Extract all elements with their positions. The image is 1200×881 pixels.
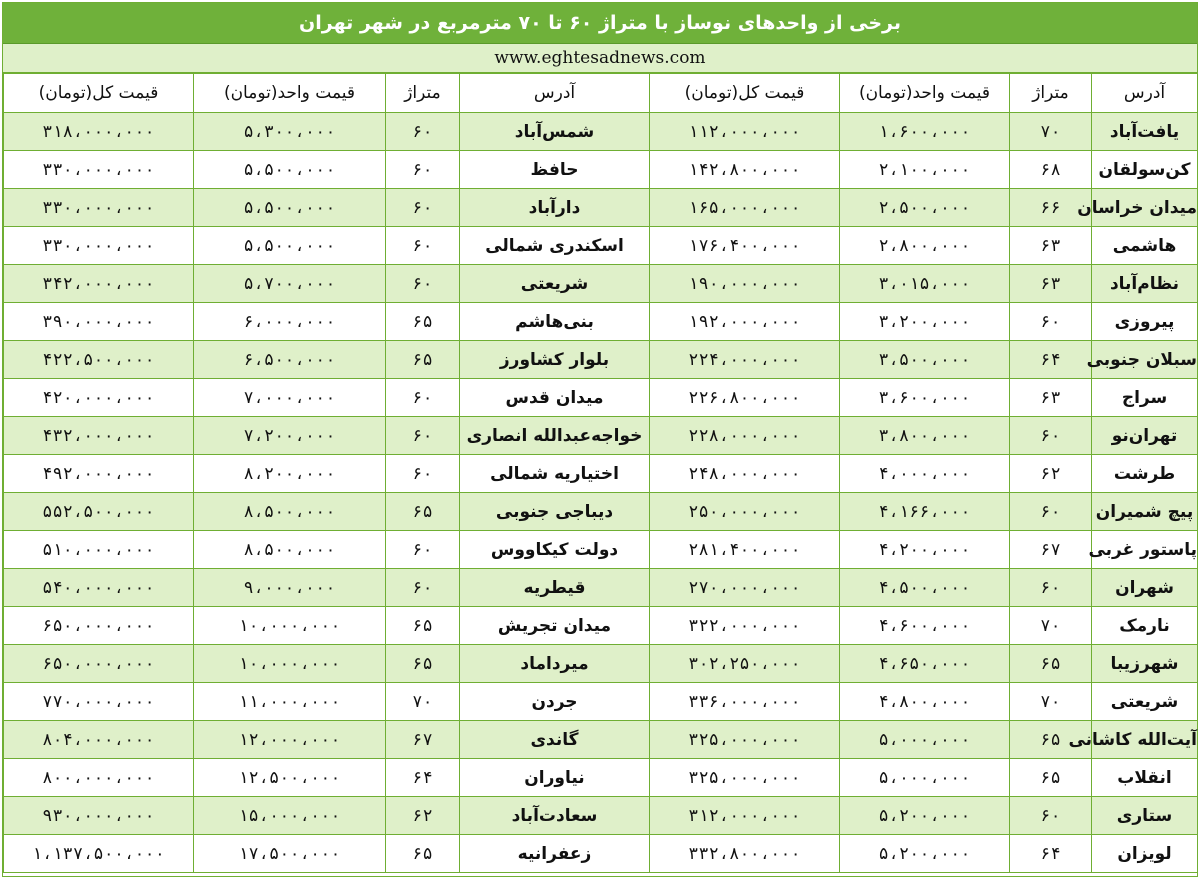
right-total-price-cell: ۱۱۲،۰۰۰،۰۰۰ [650,113,840,151]
right-total-price-cell: ۳۲۵،۰۰۰،۰۰۰ [650,721,840,759]
left-area-cell: ۶۲ [386,797,460,835]
right-address-cell: سراج [1092,379,1198,417]
left-total-price-cell: ۴۹۲،۰۰۰،۰۰۰ [4,455,194,493]
right-area-cell: ۶۴ [1010,835,1092,873]
right-total-price-cell: ۲۸۱،۴۰۰،۰۰۰ [650,531,840,569]
right-area-cell: ۷۰ [1010,683,1092,721]
left-address-cell: جردن [460,683,650,721]
right-total-price-cell: ۳۰۲،۲۵۰،۰۰۰ [650,645,840,683]
table-row [4,379,1198,417]
right-area-cell: ۶۰ [1010,303,1092,341]
right-total-price-cell: ۱۹۲،۰۰۰،۰۰۰ [650,303,840,341]
right-area-cell: ۶۸ [1010,151,1092,189]
left-address-cell: شمس‌آباد [460,113,650,151]
right-unit-price-cell: ۴،۲۰۰،۰۰۰ [840,531,1010,569]
right-unit-price-cell: ۵،۲۰۰،۰۰۰ [840,835,1010,873]
table-row [4,455,1198,493]
right-total-price-cell: ۱۷۶،۴۰۰،۰۰۰ [650,227,840,265]
left-total-price-cell: ۹۳۰،۰۰۰،۰۰۰ [4,797,194,835]
left-area-cell: ۶۴ [386,759,460,797]
left-area-cell: ۶۰ [386,265,460,303]
right-total-price-cell: ۳۳۶،۰۰۰،۰۰۰ [650,683,840,721]
left-address-cell: دیباجی جنوبی [460,493,650,531]
right-total-price-cell: ۲۲۸،۰۰۰،۰۰۰ [650,417,840,455]
left-address-cell: میدان قدس [460,379,650,417]
header-unit-price-right: قیمت واحد(تومان) [840,74,1010,113]
left-address-cell: نیاوران [460,759,650,797]
right-area-cell: ۷۰ [1010,113,1092,151]
header-area-right: متراژ [1010,74,1092,113]
right-area-cell: ۶۰ [1010,417,1092,455]
left-address-cell: اختیاریه شمالی [460,455,650,493]
right-area-cell: ۶۷ [1010,531,1092,569]
right-address-cell: پاستور غربی [1092,531,1198,569]
left-unit-price-cell: ۱۲،۵۰۰،۰۰۰ [194,759,386,797]
table-row [4,265,1198,303]
right-address-cell: پیروزی [1092,303,1198,341]
right-unit-price-cell: ۵،۰۰۰،۰۰۰ [840,721,1010,759]
right-unit-price-cell: ۳،۵۰۰،۰۰۰ [840,341,1010,379]
left-total-price-cell: ۴۲۰،۰۰۰،۰۰۰ [4,379,194,417]
right-unit-price-cell: ۲،۵۰۰،۰۰۰ [840,189,1010,227]
left-address-cell: بلوار کشاورز [460,341,650,379]
right-total-price-cell: ۳۳۲،۸۰۰،۰۰۰ [650,835,840,873]
right-area-cell: ۶۵ [1010,645,1092,683]
left-total-price-cell: ۵۴۰،۰۰۰،۰۰۰ [4,569,194,607]
left-total-price-cell: ۳۳۰،۰۰۰،۰۰۰ [4,227,194,265]
left-area-cell: ۶۵ [386,835,460,873]
right-address-cell: نظام‌آباد [1092,265,1198,303]
left-total-price-cell: ۸۰۴،۰۰۰،۰۰۰ [4,721,194,759]
left-address-cell: میرداماد [460,645,650,683]
left-unit-price-cell: ۸،۵۰۰،۰۰۰ [194,493,386,531]
right-address-cell: تهران‌نو [1092,417,1198,455]
right-unit-price-cell: ۱،۶۰۰،۰۰۰ [840,113,1010,151]
right-address-cell: یافت‌آباد [1092,113,1198,151]
left-unit-price-cell: ۸،۵۰۰،۰۰۰ [194,531,386,569]
right-unit-price-cell: ۴،۸۰۰،۰۰۰ [840,683,1010,721]
right-unit-price-cell: ۴،۰۰۰،۰۰۰ [840,455,1010,493]
right-total-price-cell: ۲۲۴،۰۰۰،۰۰۰ [650,341,840,379]
header-total-price-right: قیمت کل(تومان) [650,74,840,113]
left-unit-price-cell: ۱۱،۰۰۰،۰۰۰ [194,683,386,721]
left-area-cell: ۶۰ [386,379,460,417]
left-unit-price-cell: ۶،۵۰۰،۰۰۰ [194,341,386,379]
left-unit-price-cell: ۱۰،۰۰۰،۰۰۰ [194,607,386,645]
left-total-price-cell: ۷۷۰،۰۰۰،۰۰۰ [4,683,194,721]
header-address-right: آدرس [1092,74,1198,113]
table-row [4,303,1198,341]
right-unit-price-cell: ۲،۱۰۰،۰۰۰ [840,151,1010,189]
header-area-left: متراژ [386,74,460,113]
left-area-cell: ۶۵ [386,341,460,379]
table-row [4,531,1198,569]
left-unit-price-cell: ۶،۰۰۰،۰۰۰ [194,303,386,341]
right-area-cell: ۶۰ [1010,797,1092,835]
table-body [4,113,1198,873]
left-address-cell: میدان تجریش [460,607,650,645]
price-table-sheet [2,2,1198,877]
right-area-cell: ۶۳ [1010,379,1092,417]
left-area-cell: ۶۰ [386,151,460,189]
right-unit-price-cell: ۴،۵۰۰،۰۰۰ [840,569,1010,607]
right-total-price-cell: ۳۲۵،۰۰۰،۰۰۰ [650,759,840,797]
table-row [4,417,1198,455]
left-area-cell: ۷۰ [386,683,460,721]
header-row [4,74,1198,113]
left-total-price-cell: ۳۳۰،۰۰۰،۰۰۰ [4,189,194,227]
table-row [4,645,1198,683]
left-address-cell: دارآباد [460,189,650,227]
left-total-price-cell: ۳۹۰،۰۰۰،۰۰۰ [4,303,194,341]
left-area-cell: ۶۰ [386,531,460,569]
left-total-price-cell: ۶۵۰،۰۰۰،۰۰۰ [4,645,194,683]
left-total-price-cell: ۳۳۰،۰۰۰،۰۰۰ [4,151,194,189]
header-address-left: آدرس [460,74,650,113]
left-address-cell: حافظ [460,151,650,189]
right-area-cell: ۶۳ [1010,227,1092,265]
right-address-cell: طرشت [1092,455,1198,493]
left-address-cell: زعفرانیه [460,835,650,873]
left-total-price-cell: ۵۵۲،۵۰۰،۰۰۰ [4,493,194,531]
left-unit-price-cell: ۱۷،۵۰۰،۰۰۰ [194,835,386,873]
left-address-cell: بنی‌هاشم [460,303,650,341]
table-row [4,607,1198,645]
header-total-price-left: قیمت کل(تومان) [4,74,194,113]
right-unit-price-cell: ۵،۰۰۰،۰۰۰ [840,759,1010,797]
right-unit-price-cell: ۳،۶۰۰،۰۰۰ [840,379,1010,417]
right-area-cell: ۶۳ [1010,265,1092,303]
left-address-cell: قیطریه [460,569,650,607]
left-area-cell: ۶۵ [386,493,460,531]
right-unit-price-cell: ۵،۲۰۰،۰۰۰ [840,797,1010,835]
right-address-cell: هاشمی [1092,227,1198,265]
left-area-cell: ۶۰ [386,417,460,455]
left-unit-price-cell: ۵،۳۰۰،۰۰۰ [194,113,386,151]
left-area-cell: ۶۰ [386,113,460,151]
right-address-cell: انقلاب [1092,759,1198,797]
left-area-cell: ۶۵ [386,607,460,645]
right-unit-price-cell: ۴،۶۵۰،۰۰۰ [840,645,1010,683]
left-unit-price-cell: ۷،۲۰۰،۰۰۰ [194,417,386,455]
left-total-price-cell: ۴۳۲،۰۰۰،۰۰۰ [4,417,194,455]
table-row [4,493,1198,531]
table-row [4,759,1198,797]
right-area-cell: ۶۲ [1010,455,1092,493]
left-unit-price-cell: ۵،۵۰۰،۰۰۰ [194,227,386,265]
right-area-cell: ۶۴ [1010,341,1092,379]
right-unit-price-cell: ۳،۰۱۵،۰۰۰ [840,265,1010,303]
left-unit-price-cell: ۵،۵۰۰،۰۰۰ [194,151,386,189]
table-row [4,721,1198,759]
right-address-cell: لویزان [1092,835,1198,873]
left-total-price-cell: ۴۲۲،۵۰۰،۰۰۰ [4,341,194,379]
left-total-price-cell: ۶۵۰،۰۰۰،۰۰۰ [4,607,194,645]
right-total-price-cell: ۱۶۵،۰۰۰،۰۰۰ [650,189,840,227]
right-total-price-cell: ۳۲۲،۰۰۰،۰۰۰ [650,607,840,645]
left-total-price-cell: ۸۰۰،۰۰۰،۰۰۰ [4,759,194,797]
left-total-price-cell: ۳۴۲،۰۰۰،۰۰۰ [4,265,194,303]
left-address-cell: شریعتی [460,265,650,303]
left-total-price-cell: ۵۱۰،۰۰۰،۰۰۰ [4,531,194,569]
left-unit-price-cell: ۱۲،۰۰۰،۰۰۰ [194,721,386,759]
left-total-price-cell: ۱،۱۳۷،۵۰۰،۰۰۰ [4,835,194,873]
table-row [4,113,1198,151]
right-address-cell: آیت‌الله کاشانی [1092,721,1198,759]
left-area-cell: ۶۰ [386,455,460,493]
left-unit-price-cell: ۵،۷۰۰،۰۰۰ [194,265,386,303]
table-row [4,151,1198,189]
left-address-cell: گاندی [460,721,650,759]
left-area-cell: ۶۷ [386,721,460,759]
right-address-cell: نارمک [1092,607,1198,645]
right-unit-price-cell: ۲،۸۰۰،۰۰۰ [840,227,1010,265]
right-area-cell: ۷۰ [1010,607,1092,645]
right-unit-price-cell: ۳،۲۰۰،۰۰۰ [840,303,1010,341]
left-area-cell: ۶۵ [386,303,460,341]
left-unit-price-cell: ۸،۲۰۰،۰۰۰ [194,455,386,493]
right-total-price-cell: ۲۲۶،۸۰۰،۰۰۰ [650,379,840,417]
table-row [4,797,1198,835]
right-total-price-cell: ۲۴۸،۰۰۰،۰۰۰ [650,455,840,493]
right-total-price-cell: ۲۷۰،۰۰۰،۰۰۰ [650,569,840,607]
right-total-price-cell: ۲۵۰،۰۰۰،۰۰۰ [650,493,840,531]
left-unit-price-cell: ۷،۰۰۰،۰۰۰ [194,379,386,417]
left-unit-price-cell: ۵،۵۰۰،۰۰۰ [194,189,386,227]
right-area-cell: ۶۰ [1010,569,1092,607]
left-total-price-cell: ۳۱۸،۰۰۰،۰۰۰ [4,113,194,151]
right-address-cell: شهران [1092,569,1198,607]
left-area-cell: ۶۵ [386,645,460,683]
right-address-cell: کن‌سولقان [1092,151,1198,189]
right-address-cell: شریعتی [1092,683,1198,721]
right-total-price-cell: ۱۹۰،۰۰۰،۰۰۰ [650,265,840,303]
right-area-cell: ۶۵ [1010,721,1092,759]
right-unit-price-cell: ۴،۶۰۰،۰۰۰ [840,607,1010,645]
table-row [4,683,1198,721]
price-table [3,73,1198,873]
left-area-cell: ۶۰ [386,227,460,265]
left-unit-price-cell: ۱۰،۰۰۰،۰۰۰ [194,645,386,683]
right-area-cell: ۶۵ [1010,759,1092,797]
table-row [4,189,1198,227]
right-address-cell: سبلان جنوبی [1092,341,1198,379]
left-area-cell: ۶۰ [386,189,460,227]
right-area-cell: ۶۰ [1010,493,1092,531]
right-address-cell: شهرزیبا [1092,645,1198,683]
table-row [4,341,1198,379]
left-area-cell: ۶۰ [386,569,460,607]
left-address-cell: دولت کیکاووس [460,531,650,569]
left-address-cell: خواجه‌عبدالله انصاری [460,417,650,455]
header-unit-price-left: قیمت واحد(تومان) [194,74,386,113]
right-address-cell: ستاری [1092,797,1198,835]
right-total-price-cell: ۱۴۲،۸۰۰،۰۰۰ [650,151,840,189]
left-unit-price-cell: ۱۵،۰۰۰،۰۰۰ [194,797,386,835]
website-url: www.eghtesadnews.com [3,44,1197,73]
right-unit-price-cell: ۴،۱۶۶،۰۰۰ [840,493,1010,531]
table-title: برخی از واحدهای نوساز با متراژ ۶۰ تا ۷۰ مترمربع در شهر تهران [3,3,1197,44]
right-address-cell: پیچ شمیران [1092,493,1198,531]
table-row [4,569,1198,607]
right-area-cell: ۶۶ [1010,189,1092,227]
right-unit-price-cell: ۳،۸۰۰،۰۰۰ [840,417,1010,455]
table-row [4,835,1198,873]
table-row [4,227,1198,265]
left-unit-price-cell: ۹،۰۰۰،۰۰۰ [194,569,386,607]
right-address-cell: میدان خراسان [1092,189,1198,227]
left-address-cell: اسکندری شمالی [460,227,650,265]
left-address-cell: سعادت‌آباد [460,797,650,835]
right-total-price-cell: ۳۱۲،۰۰۰،۰۰۰ [650,797,840,835]
